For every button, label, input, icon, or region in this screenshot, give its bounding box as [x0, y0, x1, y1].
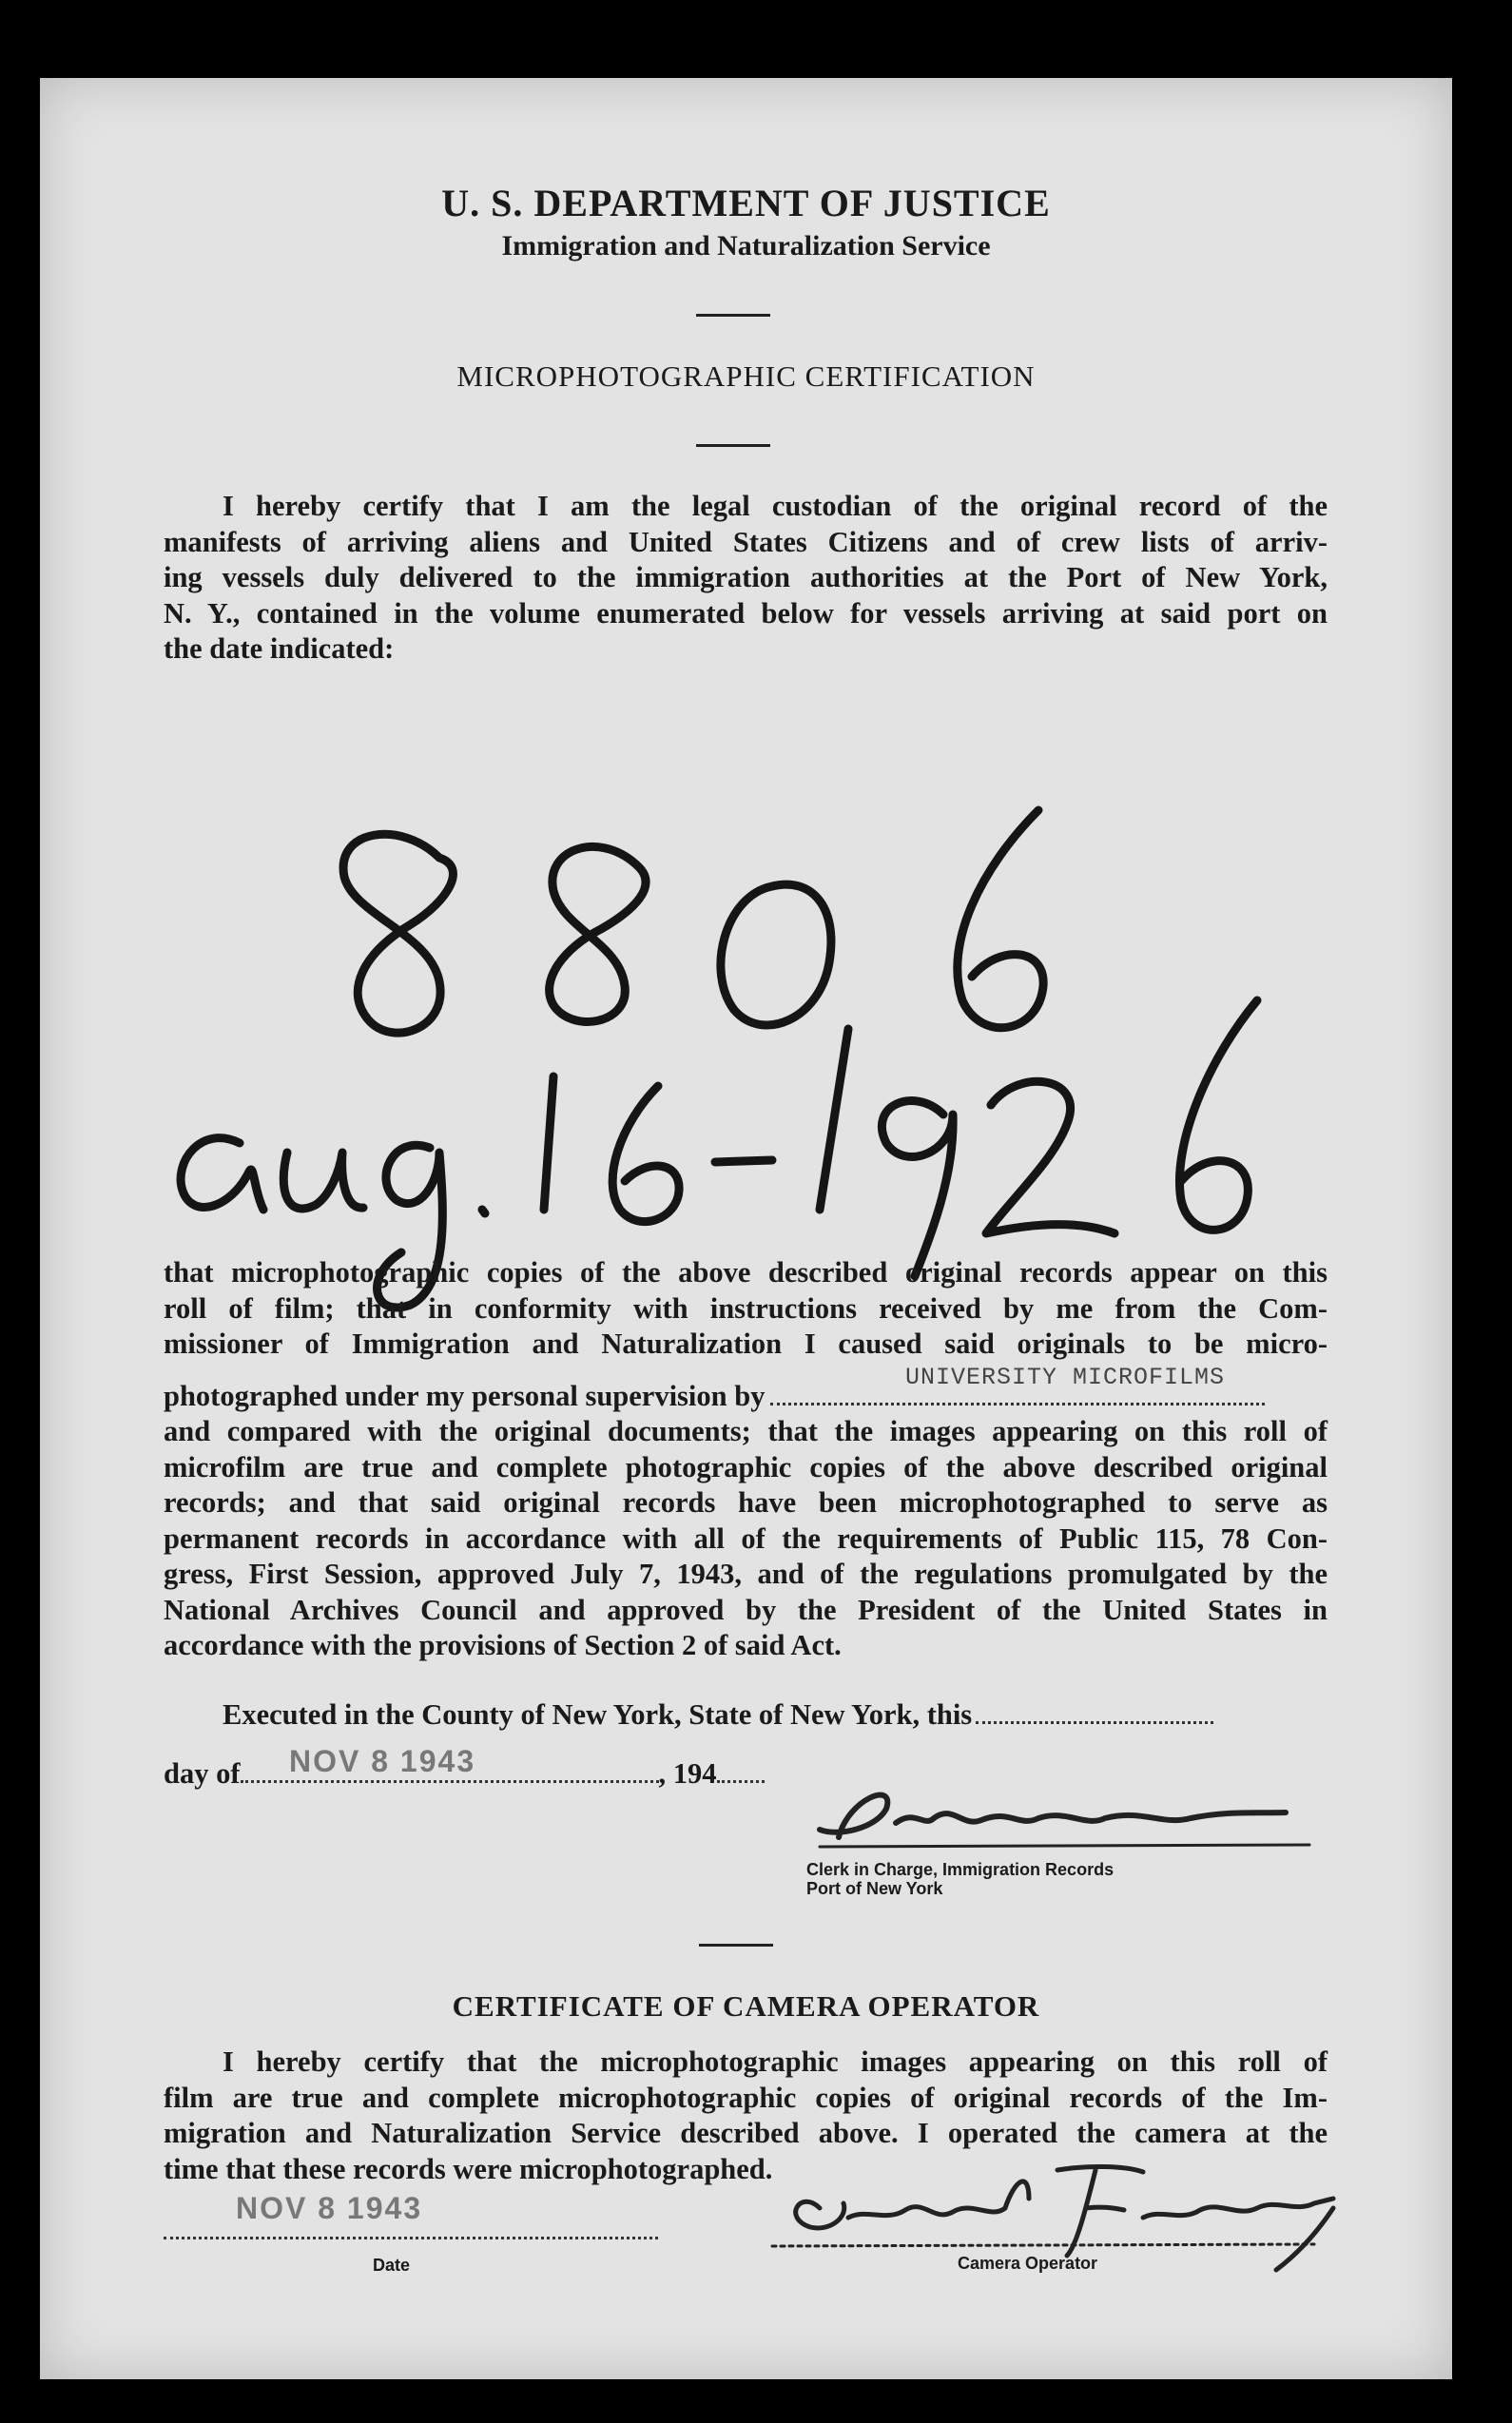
clerk-signature — [782, 1771, 1333, 1856]
intro-line: manifests of arriving aliens and United States Citizens and of crew lists of arriv- — [164, 525, 1328, 558]
intro-line: ing vessels duly delivered to the immigration authorities at the Port of New York, — [164, 561, 1328, 593]
body-line: microfilm are true and complete photographic copies of the above described original — [164, 1450, 1328, 1483]
camera-line: I hereby certify that the microphotographic images appearing on this roll of — [223, 2045, 1328, 2078]
handwritten-volume-and-date — [126, 715, 1362, 1324]
body-line: roll of film; that in conformity with instructions received by me from the Com- — [164, 1291, 1328, 1325]
executed-text: Executed in the County of New York, State of New York, this — [223, 1698, 973, 1731]
body-line: National Archives Council and approved by the President of the United States in — [164, 1593, 1328, 1626]
body-line: records; and that said original records have been microphotographed to serve as — [164, 1486, 1328, 1519]
body-line: and compared with the original documents; that the images appearing on this roll of — [164, 1415, 1328, 1447]
department-heading: U. S. DEPARTMENT OF JUSTICE — [441, 182, 1051, 224]
intro-line: the date indicated: — [164, 632, 395, 665]
intro-line: I hereby certify that I am the legal custodian of the original record of the — [223, 490, 1328, 522]
clerk-title: Clerk in Charge, Immigration Records — [806, 1860, 1115, 1879]
dotted-line — [976, 1696, 1213, 1724]
typed-name: UNIVERSITY MICROFILMS — [905, 1364, 1226, 1391]
body-line: that microphotographic copies of the above described original records appear on this — [164, 1256, 1328, 1289]
date-stamp: NOV 8 1943 — [289, 1744, 476, 1778]
body-line: accordance with the provisions of Section 2 of said Act. — [164, 1629, 842, 1661]
divider — [696, 314, 770, 317]
intro-paragraph — [164, 489, 1328, 668]
date-line — [164, 2237, 658, 2239]
body-line: photographed under my personal supervision by — [164, 1379, 766, 1412]
camera-line: migration and Naturalization Service described above. I operated the camera at the — [164, 2117, 1328, 2149]
certification-title: MICROPHOTOGRAPHIC CERTIFICATION — [456, 359, 1036, 393]
year-label: , 194 — [658, 1757, 717, 1790]
body-line: gress, First Session, approved July 7, 1943, and of the regulations promulgated by the — [164, 1558, 1328, 1590]
intro-line: N. Y., contained in the volume enumerated below for vessels arriving at said port on — [164, 596, 1328, 630]
camera-line: film are true and complete microphotographic copies of original records of the Im- — [164, 2081, 1328, 2114]
body-line: missioner of Immigration and Naturalization I caused said originals to be micro- — [164, 1328, 1328, 1360]
day-of-label: day of — [164, 1757, 241, 1790]
camera-line: time that these records were microphotographed. — [164, 2152, 773, 2185]
date-label: Date — [373, 2256, 411, 2275]
certificate-sheet — [40, 78, 1452, 2379]
body-line: permanent records in accordance with all of the requirements of Public 115, 78 Con- — [164, 1522, 1328, 1555]
dotted-line — [717, 1755, 765, 1783]
camera-operator-label: Camera Operator — [958, 2254, 1098, 2273]
camera-date-stamp: NOV 8 1943 — [236, 2191, 423, 2225]
divider — [699, 1944, 773, 1947]
camera-certificate-title: CERTIFICATE OF CAMERA OPERATOR — [452, 1989, 1040, 2023]
clerk-location: Port of New York — [806, 1879, 943, 1898]
service-subheading: Immigration and Naturalization Service — [501, 230, 991, 262]
body-paragraph — [164, 1255, 1328, 1664]
divider — [696, 444, 770, 447]
